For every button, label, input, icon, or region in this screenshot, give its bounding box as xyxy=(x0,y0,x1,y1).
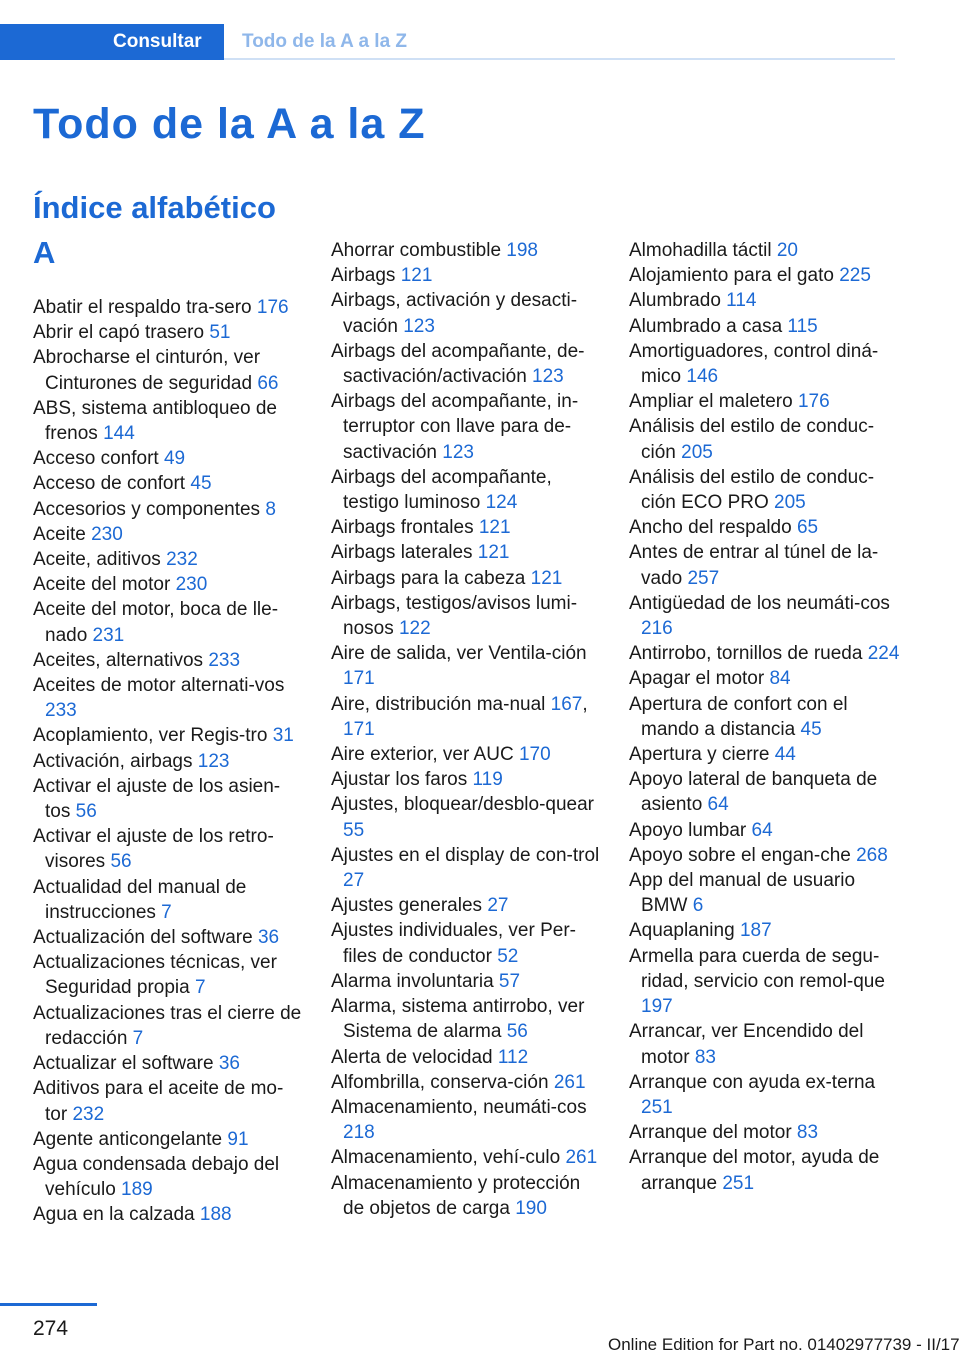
index-entry xyxy=(33,572,303,597)
entry-text: Actualizar el software xyxy=(33,1053,219,1075)
page-link[interactable]: 205 xyxy=(681,441,713,463)
index-entry xyxy=(629,818,904,843)
index-entry xyxy=(331,767,601,792)
index-entry xyxy=(331,994,601,1044)
index-entry xyxy=(629,238,904,263)
entry-text: Actualizaciones tras el cierre de redacción xyxy=(33,1002,302,1049)
page-link[interactable]: 188 xyxy=(199,1204,232,1226)
page-link[interactable]: 232 xyxy=(166,549,198,571)
index-entry xyxy=(629,742,904,767)
entry-text: Apertura de confort con el mando a distancia xyxy=(629,693,848,740)
index-entry xyxy=(331,843,601,893)
page-link[interactable]: 123 xyxy=(403,315,435,337)
breadcrumb[interactable]: Todo de la A a la Z xyxy=(242,31,408,52)
index-entry xyxy=(33,497,303,522)
entry-text: Alfombrilla, conserva‐ción xyxy=(331,1071,554,1093)
page-link[interactable]: 91 xyxy=(227,1128,249,1150)
entry-text: Agente anticongelante xyxy=(33,1128,228,1150)
index-entry xyxy=(33,648,303,673)
index-entry xyxy=(331,792,601,842)
index-entry xyxy=(331,1171,601,1221)
page-link[interactable]: 124 xyxy=(485,492,518,514)
index-entry xyxy=(33,320,303,345)
entry-list xyxy=(629,238,904,1196)
page-link[interactable]: 83 xyxy=(694,1046,716,1068)
entry-text: Alojamiento para el gato xyxy=(629,265,840,287)
index-entry xyxy=(33,875,303,925)
index-entry xyxy=(629,767,904,817)
page-link[interactable]: 83 xyxy=(796,1122,819,1144)
page-link[interactable]: 45 xyxy=(190,473,212,495)
index-entry xyxy=(33,925,303,950)
page-link[interactable]: 114 xyxy=(726,290,757,312)
entry-text: Airbags del acompañante, in‐terruptor con llave para de‐sactivación xyxy=(331,391,579,463)
page-link[interactable]: 232 xyxy=(72,1103,105,1125)
page-link[interactable]: 64 xyxy=(751,819,773,841)
index-entry xyxy=(629,314,904,339)
page-link[interactable]: 31 xyxy=(272,725,294,747)
entry-text: Ajustar los faros xyxy=(331,769,473,791)
page-link[interactable]: 176 xyxy=(256,297,289,318)
page-link[interactable]: 7 xyxy=(161,901,172,923)
index-entry xyxy=(33,723,303,748)
page-link[interactable]: 123 xyxy=(532,366,564,388)
entry-text: Airbags laterales xyxy=(331,542,478,564)
index-entry xyxy=(331,238,601,263)
entry-text: Análisis del estilo de conduc‐ción ECO PRO xyxy=(629,466,875,514)
index-entry xyxy=(331,918,601,968)
entry-text: Antirrobo, tornillos de rueda xyxy=(629,643,868,665)
page-title: Todo de la A a la Z xyxy=(33,100,426,148)
page-link[interactable]: 123 xyxy=(197,750,230,772)
index-entry xyxy=(331,515,601,540)
index-entry xyxy=(331,288,601,338)
index-entry xyxy=(33,446,303,471)
page-link[interactable]: 167 xyxy=(550,693,583,715)
entry-text: Airbags, activación y desacti‐vación xyxy=(331,290,578,337)
page-link[interactable]: 268 xyxy=(856,844,888,866)
index-entry xyxy=(33,396,303,446)
page-link[interactable]: 66 xyxy=(257,372,279,394)
page-link[interactable]: 171 xyxy=(343,718,375,740)
page-link[interactable]: 119 xyxy=(472,769,503,791)
page-link[interactable]: 8 xyxy=(265,498,276,520)
entry-text: Ajustes, bloquear/desblo‐quear xyxy=(331,794,595,816)
entry-text: Armella para cuerda de segu‐ridad, servicio con remol‐que xyxy=(629,945,885,992)
index-entry xyxy=(331,389,601,465)
page-link[interactable]: 146 xyxy=(686,366,719,388)
page-link[interactable]: 64 xyxy=(707,794,729,816)
index-entry xyxy=(33,522,303,547)
index-entry xyxy=(331,1145,601,1170)
page-link[interactable]: 205 xyxy=(774,492,806,514)
index-entry xyxy=(331,969,601,994)
page-link[interactable]: 216 xyxy=(641,618,673,640)
page-link[interactable]: 56 xyxy=(506,1021,528,1043)
index-entry xyxy=(33,547,303,572)
index-entry xyxy=(331,465,601,515)
entry-text: App del manual de usuario BMW xyxy=(629,870,856,917)
page-link[interactable]: 112 xyxy=(497,1046,529,1068)
entry-text: Arranque del motor, ayuda de arranque xyxy=(629,1147,880,1194)
entry-text: Acceso confort xyxy=(33,448,164,470)
page-link[interactable]: 190 xyxy=(515,1197,547,1219)
index-entry xyxy=(629,666,904,691)
entry-text: Almohadilla táctil xyxy=(629,240,777,261)
index-entry xyxy=(33,1076,303,1126)
page-link[interactable]: 6 xyxy=(692,895,704,917)
entry-text: Actualización del software xyxy=(33,927,258,949)
entry-text: Airbags del acompañante, de‐sactivación/activación xyxy=(331,340,585,388)
index-entry xyxy=(33,471,303,496)
page-link[interactable]: 45 xyxy=(800,718,822,740)
page-link[interactable]: 230 xyxy=(91,523,123,545)
page-link[interactable]: 51 xyxy=(209,322,231,344)
index-entry xyxy=(331,893,601,918)
entry-text: Apoyo sobre el engan‐che xyxy=(629,844,857,866)
index-entry xyxy=(629,263,904,288)
page-link[interactable]: 231 xyxy=(92,624,125,646)
page-link[interactable]: 251 xyxy=(722,1172,755,1194)
index-entry xyxy=(629,1070,904,1120)
entry-text: Ancho del respaldo xyxy=(629,517,797,539)
entry-text: ABS, sistema antibloqueo de frenos xyxy=(33,397,277,445)
entry-text: Aceite, aditivos xyxy=(33,549,167,571)
page-link[interactable]: 56 xyxy=(75,801,97,823)
page-link[interactable]: 121 xyxy=(477,542,510,564)
entry-text: Agua condensada debajo del vehículo xyxy=(33,1153,280,1201)
entry-text: Acceso de confort xyxy=(33,473,191,495)
index-entry xyxy=(33,1127,303,1152)
page-link[interactable]: 198 xyxy=(506,240,538,261)
index-entry xyxy=(629,1019,904,1069)
entry-list xyxy=(33,295,303,1228)
index-entry xyxy=(629,389,904,414)
entry-text: Airbags frontales xyxy=(331,517,479,539)
page-link[interactable]: 233 xyxy=(45,700,77,722)
entry-text: Airbags del acompañante, testigo luminoso xyxy=(331,466,552,514)
entry-text: Acoplamiento, ver Regis‐tro xyxy=(33,725,273,747)
index-entry xyxy=(629,339,904,389)
entry-text: Aceite xyxy=(33,523,92,545)
entry-text: Arrancar, ver Encendido del motor xyxy=(629,1021,864,1068)
page-link[interactable]: 187 xyxy=(739,920,772,942)
index-entry xyxy=(33,597,303,647)
entry-text: Actualidad del manual de instrucciones xyxy=(33,876,247,923)
page-link[interactable]: 36 xyxy=(218,1053,240,1075)
page-link[interactable]: 121 xyxy=(478,517,511,539)
page-link[interactable]: 122 xyxy=(398,618,431,640)
page-link[interactable]: 197 xyxy=(641,996,673,1018)
entry-text: Ajustes individuales, ver Per‐files de conductor xyxy=(331,920,576,967)
page-link[interactable]: 176 xyxy=(797,391,830,413)
entry-text: Alarma involuntaria xyxy=(331,970,499,992)
page-link[interactable]: 171 xyxy=(343,668,375,690)
page-link[interactable]: 20 xyxy=(776,240,798,261)
index-entry xyxy=(629,843,904,868)
page-link[interactable]: 84 xyxy=(769,668,791,690)
index-entry xyxy=(629,515,904,540)
page-link[interactable]: 27 xyxy=(343,870,365,892)
page-link[interactable]: 52 xyxy=(497,945,519,967)
entry-text: Aceite del motor, boca de lle‐nado xyxy=(33,599,279,646)
index-entry xyxy=(33,1202,303,1227)
entry-text: Activar el ajuste de los asien‐tos xyxy=(33,775,281,823)
index-entry xyxy=(629,1145,904,1195)
index-entry xyxy=(33,824,303,874)
entry-text: Apoyo lumbar xyxy=(629,819,752,841)
entry-text: Activar el ajuste de los retro‐visores xyxy=(33,826,274,873)
index-entry xyxy=(331,1095,601,1145)
index-entry xyxy=(331,591,601,641)
entry-text: Activación, airbags xyxy=(33,750,198,772)
index-column-3 xyxy=(629,238,904,1196)
page-link[interactable]: 49 xyxy=(163,448,186,470)
section-title: Índice alfabético xyxy=(33,190,276,225)
entry-text: Aceites, alternativos xyxy=(33,649,209,671)
header-divider xyxy=(224,58,895,60)
page-link[interactable]: 44 xyxy=(774,744,796,766)
entry-list xyxy=(331,238,601,1221)
entry-text: Actualizaciones técnicas, ver Seguridad propia xyxy=(33,952,277,999)
page-link[interactable]: 189 xyxy=(121,1179,153,1201)
entry-text: Análisis del estilo de conduc‐ción xyxy=(629,416,875,463)
entry-text: Ajustes generales xyxy=(331,895,488,917)
page-link[interactable]: 261 xyxy=(565,1147,598,1169)
entry-text: Antigüedad de los neumáti‐cos xyxy=(629,592,890,614)
index-entry xyxy=(33,749,303,774)
entry-text: Aire exterior, ver AUC xyxy=(331,744,519,766)
index-column-2 xyxy=(331,238,601,1221)
entry-text: Accesorios y componentes xyxy=(33,498,266,520)
index-entry xyxy=(33,1001,303,1051)
page-link[interactable]: 27 xyxy=(487,895,509,917)
index-letter: A xyxy=(33,235,56,270)
page-number: 274 xyxy=(33,1317,69,1340)
page-link[interactable]: 225 xyxy=(839,265,871,287)
page-link[interactable]: 121 xyxy=(530,567,563,589)
page-link[interactable]: 65 xyxy=(796,517,819,539)
index-entry xyxy=(33,295,303,320)
entry-text: Alarma, sistema antirrobo, ver Sistema de alarma xyxy=(331,996,585,1043)
entry-text: Alumbrado xyxy=(629,290,727,312)
tab-consultar[interactable]: Consultar xyxy=(0,24,224,60)
index-entry xyxy=(33,950,303,1000)
entry-text: Almacenamiento, vehí‐culo xyxy=(331,1147,566,1169)
entry-text: Agua en la calzada xyxy=(33,1204,200,1226)
entry-text: Arranque del motor xyxy=(629,1122,797,1144)
index-entry xyxy=(629,641,904,666)
index-entry: Aire, distribución ma‐nual 167, 171 xyxy=(331,693,588,740)
index-column-1 xyxy=(33,235,303,1228)
entry-text: Almacenamiento y protección de objetos de carga xyxy=(331,1172,581,1219)
entry-text: Airbags, testigos/avisos lumi‐nosos xyxy=(331,592,578,640)
entry-text: Abrir el capó trasero xyxy=(33,322,210,344)
page-link[interactable]: 123 xyxy=(442,441,474,463)
entry-text: Aquaplaning xyxy=(629,920,740,942)
index-entry xyxy=(629,414,904,464)
page-link[interactable]: 56 xyxy=(110,851,132,873)
page-link[interactable]: 251 xyxy=(641,1096,673,1118)
page-link[interactable]: 144 xyxy=(103,423,135,445)
entry-text: Apagar el motor xyxy=(629,668,770,690)
entry-text: Arranque con ayuda ex‐terna xyxy=(629,1071,876,1093)
entry-text: Ampliar el maletero xyxy=(629,391,798,413)
page-link[interactable]: 55 xyxy=(343,819,365,841)
index-entry xyxy=(629,944,904,1020)
entry-text: Abrocharse el cinturón, ver Cinturones de seguridad xyxy=(33,347,261,394)
entry-text: Airbags xyxy=(331,265,401,287)
page-link[interactable]: 261 xyxy=(553,1071,586,1093)
index-entry xyxy=(33,1152,303,1202)
index-entry xyxy=(33,345,303,395)
page-link[interactable]: 257 xyxy=(687,567,720,589)
header-bar xyxy=(0,24,895,60)
entry-text: Aceite del motor xyxy=(33,574,176,596)
index-entry xyxy=(331,1070,601,1095)
entry-text: Aditivos para el aceite de mo‐tor xyxy=(33,1078,284,1125)
entry-text: Amortiguadores, control diná‐mico xyxy=(629,340,879,388)
page-link[interactable]: 170 xyxy=(518,744,551,766)
entry-text: Aceites de motor alternati‐vos xyxy=(33,675,285,697)
index-entry xyxy=(629,288,904,313)
entry-text: Aire de salida, ver Ventila‐ción xyxy=(331,643,587,665)
entry-text: Almacenamiento, neumáti‐cos xyxy=(331,1096,587,1118)
index-entry xyxy=(331,540,601,565)
entry-text: Abatir el respaldo tra‐sero xyxy=(33,297,257,318)
index-entry xyxy=(331,1045,601,1070)
page-link[interactable]: 224 xyxy=(867,643,900,665)
entry-text: Ajustes en el display de con‐trol xyxy=(331,844,600,866)
entry-text: Alerta de velocidad xyxy=(331,1046,498,1068)
page-link[interactable]: 115 xyxy=(787,315,818,337)
index-entry xyxy=(629,692,904,742)
index-entry xyxy=(33,774,303,824)
entry-text: Apertura y cierre xyxy=(629,744,775,766)
entry-text: Apoyo lateral de banqueta de asiento xyxy=(629,769,878,816)
index-entry xyxy=(629,465,904,515)
index-entry xyxy=(331,742,601,767)
page-link[interactable]: 230 xyxy=(175,574,208,596)
entry-text: Antes de entrar al túnel de la‐vado xyxy=(629,542,879,589)
index-entry xyxy=(629,918,904,943)
index-entry xyxy=(331,263,601,288)
index-entry xyxy=(629,540,904,590)
index-entry xyxy=(629,591,904,641)
entry-text: Airbags para la cabeza xyxy=(331,567,531,589)
entry-text: Alumbrado a casa xyxy=(629,315,788,337)
page-link[interactable]: 121 xyxy=(400,265,433,287)
index-entry xyxy=(629,1120,904,1145)
edition-note: Online Edition for Part no. 01402977739 - II/17 xyxy=(608,1335,960,1354)
index-entry xyxy=(331,339,601,389)
page-link[interactable]: 36 xyxy=(257,927,280,949)
index-entry xyxy=(33,1051,303,1076)
index-entry xyxy=(33,673,303,723)
page-link[interactable]: 7 xyxy=(195,977,206,999)
index-entry xyxy=(331,641,601,691)
page-link[interactable]: 218 xyxy=(343,1122,375,1144)
page-link[interactable]: 233 xyxy=(208,649,241,671)
entry-text: Ahorrar combustible xyxy=(331,240,507,261)
entry-text: Aire, distribución ma‐nual xyxy=(331,693,551,715)
page-link[interactable]: 7 xyxy=(132,1027,144,1049)
footer-accent-line xyxy=(0,1303,97,1306)
index-entry xyxy=(331,566,601,591)
page-link[interactable]: 57 xyxy=(498,970,521,992)
index-entry xyxy=(629,868,904,918)
